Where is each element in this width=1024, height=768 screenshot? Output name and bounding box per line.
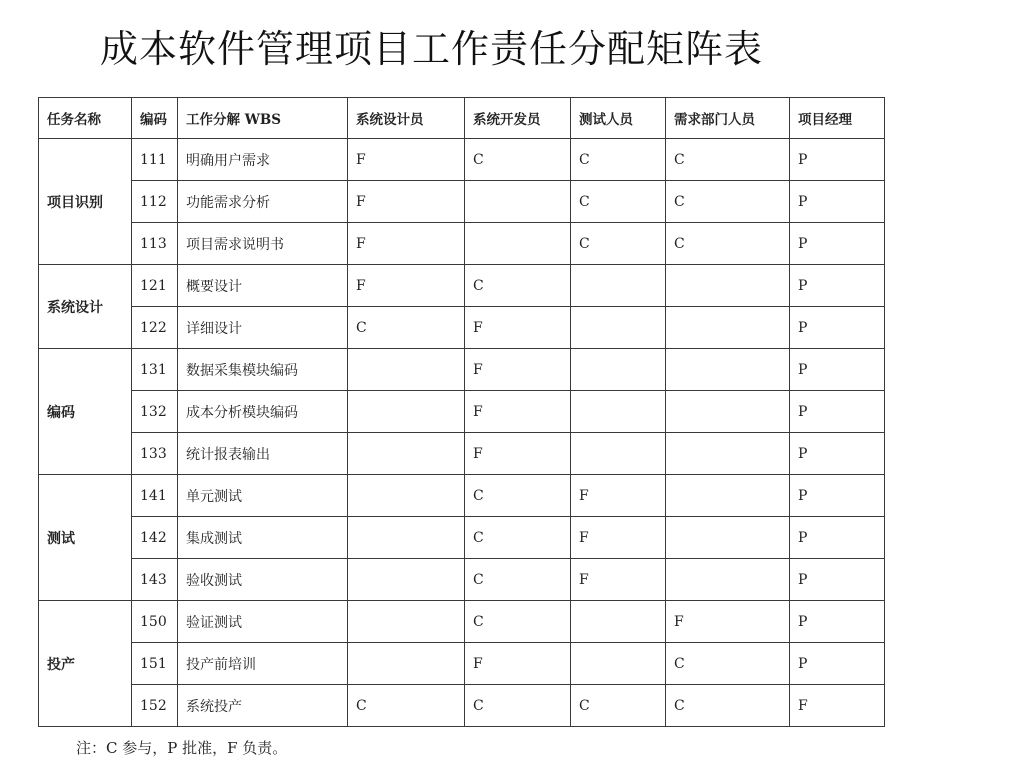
wbs-code: 131	[132, 349, 178, 391]
wbs-code: 150	[132, 601, 178, 643]
column-header-code: 编码	[132, 98, 178, 139]
table-row	[39, 265, 885, 307]
column-header-requirements-staff: 需求部门人员	[666, 98, 790, 139]
table-row	[39, 307, 885, 349]
table-body	[39, 139, 885, 727]
responsibility-cell-system-designer	[348, 475, 465, 517]
wbs-task: 项目需求说明书	[178, 223, 348, 265]
responsibility-cell-system-designer	[348, 559, 465, 601]
column-header-system-designer: 系统设计员	[348, 98, 465, 139]
responsibility-cell-tester	[571, 643, 666, 685]
column-header-system-developer: 系统开发员	[465, 98, 571, 139]
responsibility-cell-tester: C	[571, 223, 666, 265]
responsibility-cell-requirements-staff: C	[666, 181, 790, 223]
task-group-name: 系统设计	[39, 265, 132, 349]
table-row	[39, 601, 885, 643]
page-title: 成本软件管理项目工作责任分配矩阵表	[100, 27, 764, 71]
responsibility-cell-project-manager: P	[790, 475, 885, 517]
responsibility-cell-tester: F	[571, 517, 666, 559]
responsibility-cell-system-designer: C	[348, 307, 465, 349]
column-header-tester: 测试人员	[571, 98, 666, 139]
table-row	[39, 475, 885, 517]
responsibility-cell-system-developer: C	[465, 559, 571, 601]
responsibility-cell-project-manager: P	[790, 349, 885, 391]
column-header-wbs: 工作分解 WBS	[178, 98, 348, 139]
responsibility-cell-system-developer: F	[465, 349, 571, 391]
wbs-task: 统计报表输出	[178, 433, 348, 475]
responsibility-cell-requirements-staff	[666, 391, 790, 433]
wbs-task: 投产前培训	[178, 643, 348, 685]
responsibility-cell-project-manager: P	[790, 265, 885, 307]
responsibility-cell-system-developer: C	[465, 139, 571, 181]
responsibility-cell-project-manager: P	[790, 433, 885, 475]
responsibility-cell-project-manager: P	[790, 223, 885, 265]
responsibility-cell-tester	[571, 433, 666, 475]
responsibility-cell-system-developer: C	[465, 685, 571, 727]
table-row	[39, 181, 885, 223]
wbs-task: 集成测试	[178, 517, 348, 559]
responsibility-cell-system-designer	[348, 433, 465, 475]
wbs-code: 151	[132, 643, 178, 685]
wbs-code: 143	[132, 559, 178, 601]
wbs-task: 详细设计	[178, 307, 348, 349]
responsibility-cell-system-developer	[465, 181, 571, 223]
responsibility-cell-project-manager: P	[790, 559, 885, 601]
responsibility-cell-system-designer: C	[348, 685, 465, 727]
wbs-task: 系统投产	[178, 685, 348, 727]
table-row	[39, 559, 885, 601]
responsibility-cell-requirements-staff	[666, 433, 790, 475]
responsibility-cell-system-designer: F	[348, 223, 465, 265]
responsibility-cell-system-designer	[348, 391, 465, 433]
wbs-code: 141	[132, 475, 178, 517]
responsibility-cell-system-developer: C	[465, 601, 571, 643]
wbs-task: 功能需求分析	[178, 181, 348, 223]
responsibility-cell-project-manager: P	[790, 643, 885, 685]
responsibility-cell-tester: C	[571, 181, 666, 223]
responsibility-cell-tester	[571, 349, 666, 391]
responsibility-cell-system-developer: C	[465, 475, 571, 517]
wbs-code: 132	[132, 391, 178, 433]
responsibility-cell-system-designer	[348, 601, 465, 643]
responsibility-cell-system-developer: F	[465, 643, 571, 685]
wbs-task: 验证测试	[178, 601, 348, 643]
table-row	[39, 391, 885, 433]
responsibility-cell-requirements-staff: C	[666, 139, 790, 181]
responsibility-cell-requirements-staff	[666, 559, 790, 601]
responsibility-cell-system-designer	[348, 349, 465, 391]
responsibility-cell-requirements-staff	[666, 517, 790, 559]
wbs-code: 111	[132, 139, 178, 181]
responsibility-cell-system-developer	[465, 223, 571, 265]
table-row	[39, 643, 885, 685]
wbs-code: 121	[132, 265, 178, 307]
responsibility-cell-requirements-staff	[666, 349, 790, 391]
responsibility-cell-tester: C	[571, 139, 666, 181]
legend-note: 注：C 参与，P 批准，F 负责。	[76, 739, 288, 757]
responsibility-cell-project-manager: P	[790, 391, 885, 433]
responsibility-cell-system-designer	[348, 517, 465, 559]
responsibility-cell-requirements-staff	[666, 265, 790, 307]
responsibility-cell-tester	[571, 391, 666, 433]
responsibility-cell-system-designer: F	[348, 265, 465, 307]
table-row	[39, 223, 885, 265]
wbs-code: 112	[132, 181, 178, 223]
responsibility-cell-system-developer: F	[465, 307, 571, 349]
responsibility-cell-tester: F	[571, 559, 666, 601]
responsibility-cell-system-designer: F	[348, 181, 465, 223]
wbs-task: 成本分析模块编码	[178, 391, 348, 433]
table-row	[39, 685, 885, 727]
wbs-task: 明确用户需求	[178, 139, 348, 181]
column-header-task-name: 任务名称	[39, 98, 132, 139]
responsibility-cell-project-manager: P	[790, 307, 885, 349]
wbs-code: 122	[132, 307, 178, 349]
responsibility-cell-tester: C	[571, 685, 666, 727]
table-row	[39, 433, 885, 475]
wbs-code: 113	[132, 223, 178, 265]
responsibility-cell-requirements-staff: C	[666, 223, 790, 265]
wbs-code: 133	[132, 433, 178, 475]
responsibility-matrix-table	[38, 97, 885, 727]
responsibility-cell-requirements-staff	[666, 475, 790, 517]
responsibility-cell-requirements-staff: F	[666, 601, 790, 643]
responsibility-cell-system-developer: C	[465, 265, 571, 307]
responsibility-cell-project-manager: P	[790, 139, 885, 181]
wbs-task: 数据采集模块编码	[178, 349, 348, 391]
responsibility-cell-tester	[571, 265, 666, 307]
table-row	[39, 517, 885, 559]
wbs-code: 152	[132, 685, 178, 727]
responsibility-cell-system-developer: C	[465, 517, 571, 559]
responsibility-cell-project-manager: P	[790, 517, 885, 559]
wbs-task: 验收测试	[178, 559, 348, 601]
table-row	[39, 349, 885, 391]
column-header-project-manager: 项目经理	[790, 98, 885, 139]
responsibility-cell-system-developer: F	[465, 391, 571, 433]
task-group-name: 编码	[39, 349, 132, 475]
responsibility-cell-project-manager: P	[790, 181, 885, 223]
responsibility-cell-tester	[571, 601, 666, 643]
task-group-name: 测试	[39, 475, 132, 601]
responsibility-cell-requirements-staff: C	[666, 685, 790, 727]
responsibility-cell-requirements-staff	[666, 307, 790, 349]
task-group-name: 项目识别	[39, 139, 132, 265]
responsibility-cell-project-manager: P	[790, 601, 885, 643]
responsibility-cell-requirements-staff: C	[666, 643, 790, 685]
responsibility-cell-tester	[571, 307, 666, 349]
responsibility-cell-tester: F	[571, 475, 666, 517]
header-row	[39, 98, 885, 139]
wbs-code: 142	[132, 517, 178, 559]
table-row	[39, 139, 885, 181]
responsibility-cell-project-manager: F	[790, 685, 885, 727]
wbs-task: 概要设计	[178, 265, 348, 307]
responsibility-cell-system-designer	[348, 643, 465, 685]
table-header	[39, 98, 885, 139]
wbs-task: 单元测试	[178, 475, 348, 517]
task-group-name: 投产	[39, 601, 132, 727]
responsibility-cell-system-developer: F	[465, 433, 571, 475]
responsibility-cell-system-designer: F	[348, 139, 465, 181]
